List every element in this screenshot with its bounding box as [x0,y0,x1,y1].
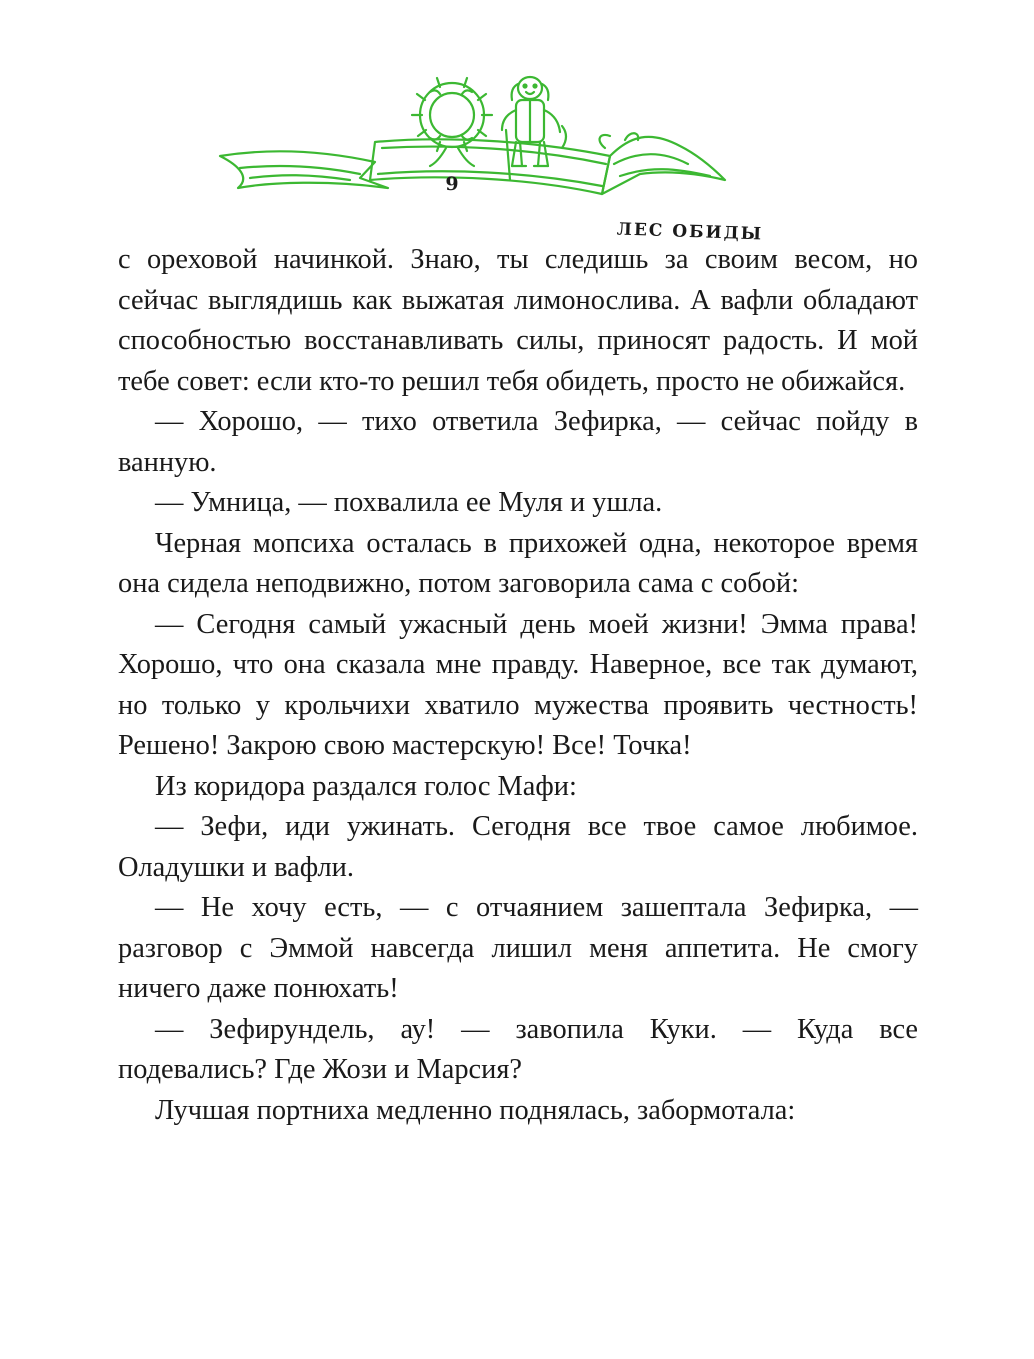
ribbon-right-tail [602,137,725,194]
chapter-banner-illustration [210,70,730,220]
paragraph: Из коридора раздался голос Мафи: [155,770,577,802]
paragraph: — Сегодня самый ужасный день моей жизни! Эмма права! Хорошо, что она сказала мне правду. Наверное, все так думают, но только у крольчихи хватило мужества проявить честность! Решено! Закрою свою мастерскую! Все! Точка! [118,608,918,761]
page-text [118,240,918,1131]
paragraph: Черная мопсиха осталась в прихожей одна, некоторое время она сидела неподвижно, потом заговорила сама с собой: [118,527,918,599]
dog-character [502,77,566,180]
paragraph: — Умница, — похвалила ее Муля и ушла. [155,487,663,518]
ribbon-left-tail [220,151,388,188]
paragraph: — Зефи, иди ужинать. Сегодня все твое самое любимое. Оладушки и вафли. [118,811,918,883]
chapter-title: ЛЕС ОБИДЫ [616,219,764,245]
paragraph: — Не хочу есть, — с отчаянием зашептала Зефирка, — разговор с Эммой навсегда лишил меня аппетита. Не смогу ничего даже понюхать! [118,892,918,1004]
chapter-number: 9 [445,173,459,195]
paragraph: с ореховой начинкой. Знаю, ты следишь за своим весом, но сейчас выглядишь как выжатая лимонослива. А вафли обладают способностью восстанавливать силы, приносят радость. И мой тебе совет: если кто-то решил тебя обидеть, просто не обижайся. [118,244,918,397]
paragraph: Лучшая портниха медленно поднялась, забормотала: [155,1094,796,1126]
chapter-header [210,70,764,245]
paragraph: — Зефирундель, ау! — завопила Куки. — Куда все подевались? Где Жози и Марсия? [118,1013,918,1085]
paragraph: — Хорошо, — тихо ответила Зефирка, — сейчас пойду в ванную. [118,406,918,478]
